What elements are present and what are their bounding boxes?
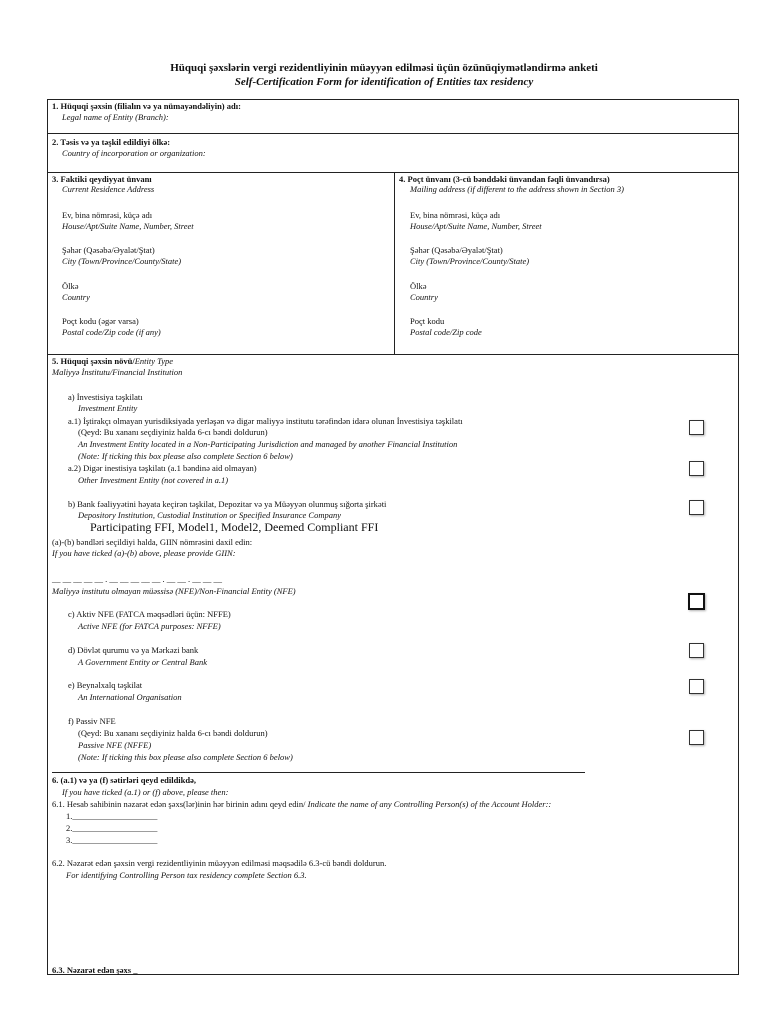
s4-postal-label: Poçt kodu [410, 316, 445, 326]
option-a1-label: a.1) İştirakçı olmayan yurisdiksiyada yerləşən və digər maliyyə institutu tərəfindən idarə olunan İnvestisiya təşkilatı [68, 416, 463, 426]
section-3-label-en: Current Residence Address [62, 184, 155, 194]
self-certification-form [47, 99, 739, 975]
divider [48, 133, 738, 134]
divider [48, 354, 738, 355]
s3-house-label-en: House/Apt/Suite Name, Number, Street [62, 221, 194, 231]
column-divider [394, 172, 395, 355]
option-f-label: f) Passiv NFE [68, 716, 116, 726]
option-f-note: (Qeyd: Bu xananı seçdiyiniz halda 6-cı bəndi doldurun) [78, 728, 268, 738]
divider [48, 172, 738, 173]
section-5-heading [52, 356, 173, 366]
form-title-az: Hüquqi şəxslərin vergi rezidentliyinin müəyyən edilməsi üçün özünüqiymətləndirmə anketi [170, 62, 598, 74]
section-2-label-en: Country of incorporation or organization: [62, 148, 206, 158]
giin-input[interactable]: __ __ __ __ __ . __ __ __ __ __ . __ __ . __ __ __ [52, 574, 222, 584]
s4-house-label-en: House/Apt/Suite Name, Number, Street [410, 221, 542, 231]
s4-city-label: Şəhər (Qəsəbə/Əyalət/Ştat) [410, 245, 503, 255]
section-1-label-en: Legal name of Entity (Branch): [62, 112, 169, 122]
option-a1-note: (Qeyd: Bu xananı seçdiyiniz halda 6-cı bəndi doldurun) [78, 427, 268, 437]
section-5-heading-az: 5. Hüquqi şəxsin növü/ [52, 356, 135, 366]
section-6-1-label [52, 799, 551, 809]
option-a2-label: a.2) Digər inestisiya təşkilatı (a.1 bəndinə aid olmayan) [68, 463, 257, 473]
s4-postal-label-en: Postal code/Zip code [410, 327, 482, 337]
option-f-label-en: Passive NFE (NFFE) [78, 740, 152, 750]
s4-country-label: Ölkə [410, 281, 427, 291]
option-f-note-en: (Note: If ticking this box please also complete Section 6 below) [78, 752, 293, 762]
section-3-label: 3. Faktiki qeydiyyat ünvanı [52, 174, 152, 184]
controlling-person-line-1[interactable]: 1.____________________ [66, 811, 158, 821]
section-5-heading-en: Entity Type [134, 356, 174, 366]
option-a1-checkbox[interactable] [689, 420, 704, 435]
s4-country-label-en: Country [410, 292, 438, 302]
option-c-label-en: Active NFE (for FATCA purposes: NFFE) [78, 621, 221, 631]
giin-label: (a)-(b) bəndləri seçildiyi halda, GIIN nömrəsini daxil edin: [52, 537, 253, 547]
nfe-label: Maliyyə institutu olmayan müəssisə (NFE)/Non-Financial Entity (NFE) [52, 586, 296, 596]
option-d-checkbox[interactable] [689, 643, 704, 658]
section-6-heading-en: If you have ticked (a.1) or (f) above, please then: [62, 787, 229, 797]
option-e-label: e) Beynəlxalq təşkilat [68, 680, 143, 690]
option-b-label-en: Depository Institution, Custodial Institution or Specified Insurance Company [78, 510, 342, 520]
s3-postal-label: Poçt kodu (əgər varsa) [62, 316, 139, 326]
s3-city-label-en: City (Town/Province/County/State) [62, 256, 182, 266]
section-1-label: 1. Hüquqi şəxsin (filialın və ya nümayəndəliyin) adı: [52, 101, 241, 111]
option-b-checkbox[interactable] [689, 500, 704, 515]
s4-city-label-en: City (Town/Province/County/State) [410, 256, 530, 266]
s3-country-label-en: Country [62, 292, 90, 302]
s3-city-label: Şəhər (Qəsəbə/Əyalət/Ştat) [62, 245, 155, 255]
option-b-label: b) Bank fəaliyyətini həyata keçirən təşkilat, Depozitar və ya Müəyyən olunmuş sığorta şirkəti [68, 499, 387, 509]
section-4-label: 4. Poçt ünvanı (3-cü bənddəki ünvandan fəqli ünvandırsa) [399, 174, 610, 184]
nfe-checkbox[interactable] [688, 593, 705, 610]
section-5-end-rule [52, 772, 585, 773]
option-d-label-en: A Government Entity or Central Bank [78, 657, 207, 667]
s3-country-label: Ölkə [62, 281, 79, 291]
controlling-person-line-2[interactable]: 2.____________________ [66, 823, 158, 833]
option-a1-label-en: An Investment Entity located in a Non-Participating Jurisdiction and managed by another Financial Institution [78, 439, 458, 449]
section-6-1-label-en: Indicate the name of any Controlling Person(s) of the Account Holder:: [305, 799, 552, 809]
option-f-checkbox[interactable] [689, 730, 704, 745]
section-6-2-label: 6.2. Nəzarət edən şəxsin vergi rezidentliyinin müəyyən edilməsi məqsədilə 6.3-cü bəndi doldurun. [52, 858, 387, 868]
s3-postal-label-en: Postal code/Zip code (if any) [62, 327, 161, 337]
option-a1-note-en: (Note: If ticking this box please also complete Section 6 below) [78, 451, 293, 461]
section-2-label: 2. Təsis və ya təşkil edildiyi ölkə: [52, 137, 171, 147]
option-a2-checkbox[interactable] [689, 461, 704, 476]
participating-ffi-label: Participating FFI, Model1, Model2, Deemed Compliant FFI [90, 520, 379, 534]
section-4-label-en: Mailing address (if different to the address shown in Section 3) [410, 184, 624, 194]
section-6-3-label: 6.3. Nəzarət edən şəxs _ [52, 965, 138, 975]
s3-house-label: Ev, bina nömrəsi, küçə adı [62, 210, 153, 220]
option-c-label: c) Aktiv NFE (FATCA məqsədləri üçün: NFFE) [68, 609, 231, 619]
form-title-en: Self-Certification Form for identification of Entities tax residency [234, 76, 534, 88]
section-6-2-label-en: For identifying Controlling Person tax residency complete Section 6.3. [66, 870, 307, 880]
option-a-label-en: Investment Entity [78, 403, 138, 413]
option-e-label-en: An International Organisation [78, 692, 182, 702]
section-6-1-label-az: 6.1. Hesab sahibinin nəzarət edən şəxs(lər)inin hər birinin adını qeyd edin/ [52, 799, 306, 809]
financial-institution-label: Maliyyə İnstitutu/Financial Institution [52, 367, 183, 377]
s4-house-label: Ev, bina nömrəsi, küçə adı [410, 210, 501, 220]
option-a2-label-en: Other Investment Entity (not covered in a.1) [78, 475, 229, 485]
option-d-label: d) Dövlət qurumu və ya Mərkəzi bank [68, 645, 199, 655]
option-a-label: a) İnvestisiya təşkilatı [68, 392, 143, 402]
giin-label-en: If you have ticked (a)-(b) above, please provide GIIN: [52, 548, 236, 558]
option-e-checkbox[interactable] [689, 679, 704, 694]
controlling-person-line-3[interactable]: 3.____________________ [66, 835, 158, 845]
section-6-heading: 6. (a.1) və ya (f) sətirləri qeyd edildikdə, [52, 775, 197, 785]
